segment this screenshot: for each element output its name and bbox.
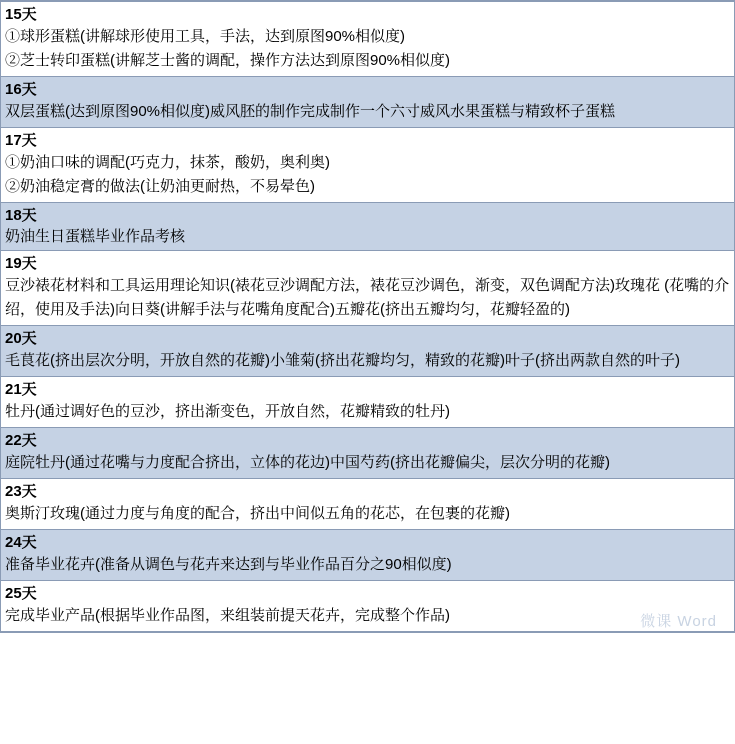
row-content-line: 牡丹(通过调好色的豆沙，挤出渐变色，开放自然，花瓣精致的牡丹) — [5, 403, 450, 420]
table-row — [0, 77, 735, 128]
table-row — [0, 128, 735, 203]
table-row — [0, 581, 735, 632]
row-content-text — [5, 451, 730, 475]
table-row — [0, 251, 735, 326]
row-day-label: 19天 — [5, 255, 37, 272]
row-day-label: 23天 — [5, 483, 37, 500]
row-content-text — [5, 100, 730, 124]
row-content-line: 奶油生日蛋糕毕业作品考核 — [5, 228, 186, 245]
row-content-text — [5, 502, 730, 526]
row-content-line: 双层蛋糕(达到原图90%相似度)威风胚的制作完成制作一个六寸威风水果蛋糕与精致杯子蛋糕 — [5, 103, 616, 120]
row-content-text — [5, 226, 730, 247]
table-row — [0, 326, 735, 377]
row-day-label: 15天 — [5, 6, 37, 23]
row-day-label: 24天 — [5, 534, 37, 551]
row-day-label: 21天 — [5, 381, 37, 398]
table-row — [0, 377, 735, 428]
row-content-line: 豆沙裱花材料和工具运用理论知识(裱花豆沙调配方法，裱花豆沙调色，渐变，双色调配方法)玫瑰花 (花嘴的介绍，使用及手法)向日葵(讲解手法与花嘴角度配合)五瓣花(挤出五瓣均匀，花瓣轻盈的) — [5, 277, 730, 318]
row-content-line: 准备毕业花卉(准备从调色与花卉来达到与毕业作品百分之90相似度) — [5, 556, 452, 573]
table-row — [0, 479, 735, 530]
row-content-line: 毛茛花(挤出层次分明，开放自然的花瓣)小雏菊(挤出花瓣均匀，精致的花瓣)叶子(挤出两款自然的叶子) — [5, 352, 680, 369]
row-day-label: 22天 — [5, 432, 37, 449]
row-content-text — [5, 349, 730, 373]
table-row — [0, 428, 735, 479]
row-content-line: 庭院牡丹(通过花嘴与力度配合挤出，立体的花边)中国芍药(挤出花瓣偏尖，层次分明的花瓣) — [5, 454, 610, 471]
row-day-label: 25天 — [5, 585, 37, 602]
row-content-text — [5, 553, 730, 577]
row-content-line: ①奶油口味的调配(巧克力，抹茶，酸奶，奥利奥) — [5, 154, 330, 171]
row-day-label: 18天 — [5, 207, 37, 224]
table-row — [0, 530, 735, 581]
row-content-text — [5, 274, 730, 322]
table-row — [0, 203, 735, 251]
row-day-label: 17天 — [5, 132, 37, 149]
row-content-text — [5, 400, 730, 424]
row-content-line: 奥斯汀玫瑰(通过力度与角度的配合，挤出中间似五角的花芯，在包裹的花瓣) — [5, 505, 510, 522]
row-content-line: 完成毕业产品(根据毕业作品图，来组装前提天花卉，完成整个作品) — [5, 607, 450, 624]
watermark-label: 微课 Word — [640, 613, 717, 630]
row-content-line: ①球形蛋糕(讲解球形使用工具，手法，达到原图90%相似度) — [5, 28, 406, 45]
row-content-line: ②奶油稳定膏的做法(让奶油更耐热，不易晕色) — [5, 178, 315, 195]
row-content-text — [5, 604, 730, 628]
row-content-line: ②芝士转印蛋糕(讲解芝士酱的调配，操作方法达到原图90%相似度) — [5, 52, 451, 69]
row-day-label: 16天 — [5, 81, 37, 98]
row-content-text — [5, 25, 730, 73]
table-row — [0, 1, 735, 77]
row-content-text — [5, 151, 730, 199]
row-day-label: 20天 — [5, 330, 37, 347]
